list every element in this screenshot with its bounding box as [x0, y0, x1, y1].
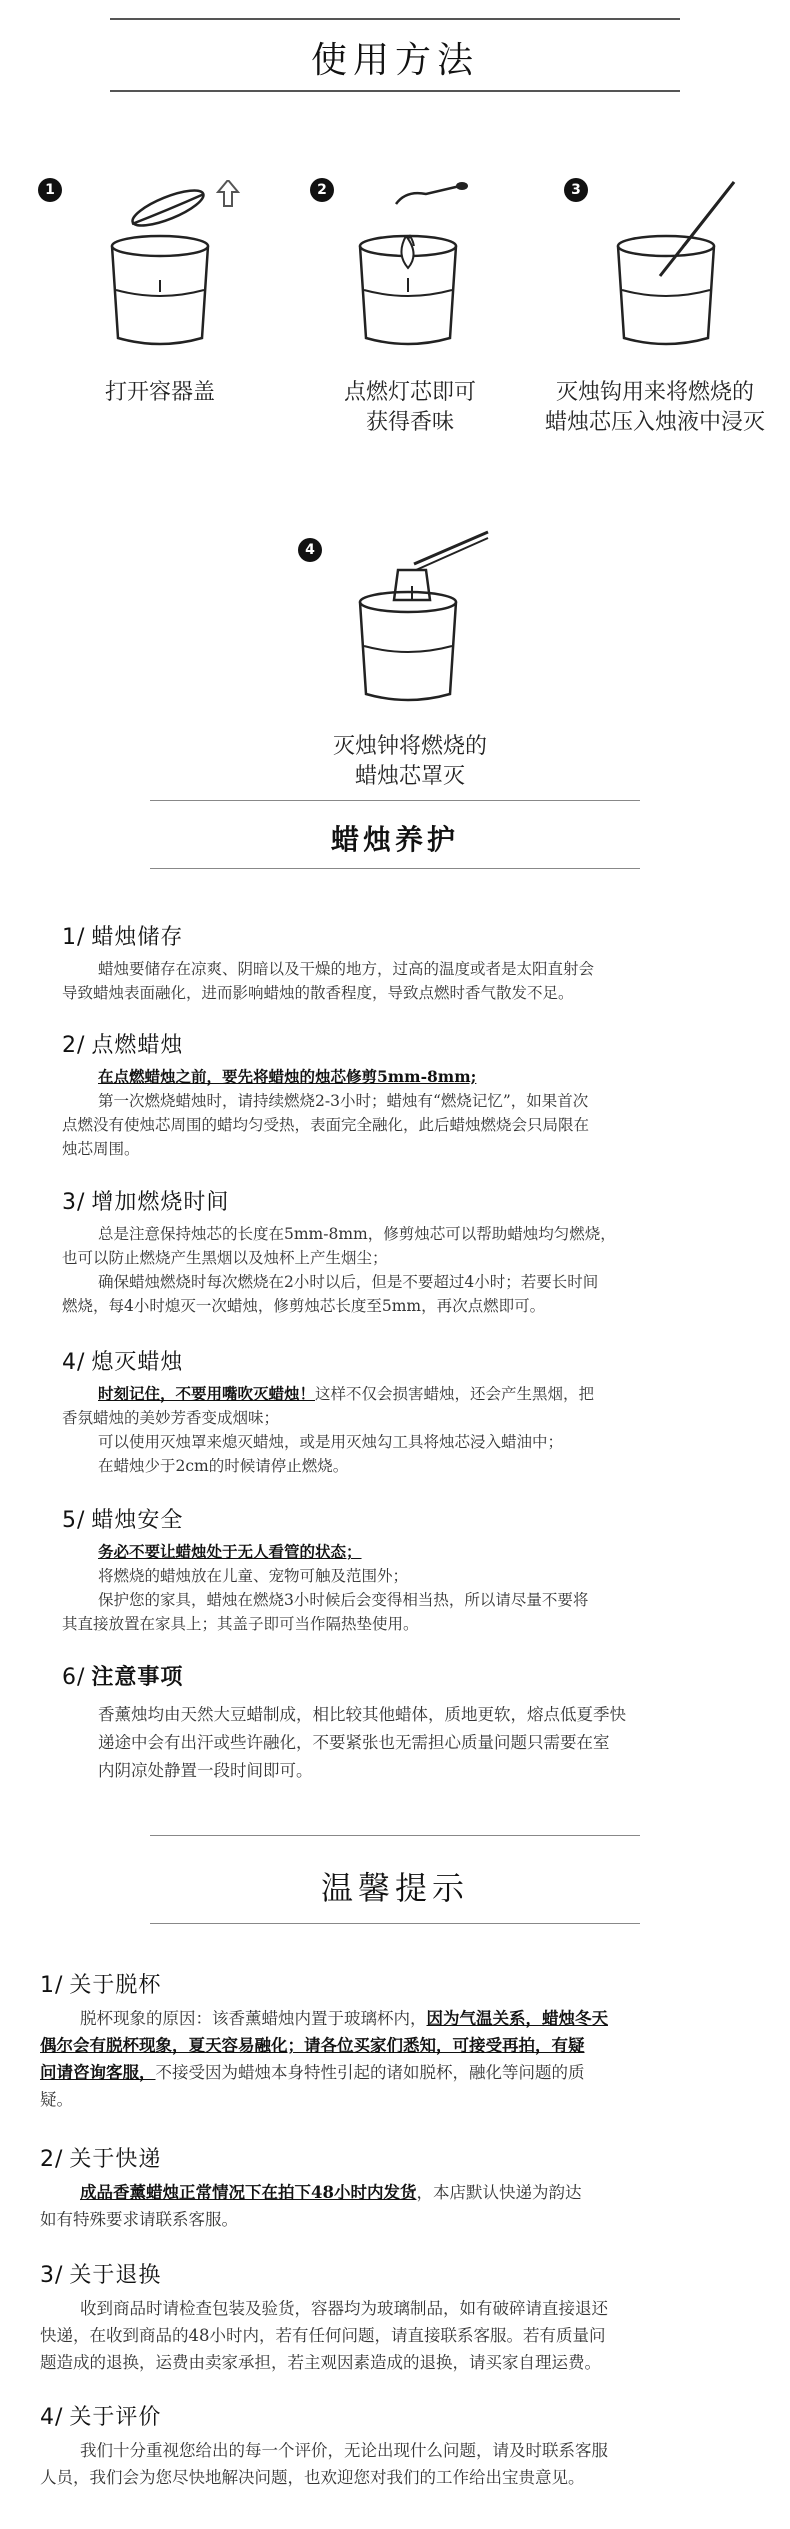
body-line: 可以使用灭烛罩来熄灭蜡烛，或是用灭烛勾工具将烛芯浸入蜡油中； — [98, 1433, 564, 1451]
care-item-heading — [62, 1028, 742, 1059]
emphasis-text: 成品香薰蜡烛正常情况下在拍下48小时内发货 — [80, 2183, 417, 2202]
wick-dipper-icon — [606, 180, 746, 350]
item-index: 2/ — [62, 1033, 86, 1058]
step-caption-line-1: 灭烛钩用来将燃烧的 — [555, 380, 754, 405]
body-line: 收到商品时请检查包装及验货，容器均为玻璃制品，如有破碎请直接退还 — [80, 2299, 608, 2318]
header-rule-top — [110, 18, 680, 20]
care-title: 蜡烛养护 — [330, 823, 459, 856]
care-item-burn-time — [62, 1185, 742, 1318]
tip-item-heading — [40, 2142, 760, 2173]
item-index: 6/ — [62, 1665, 86, 1690]
tips-title: 温馨提示 — [320, 1869, 469, 1907]
body-line: 疑。 — [40, 2090, 73, 2109]
body-line: 在蜡烛少于2cm的时候请停止燃烧。 — [98, 1457, 349, 1475]
header-rule-bottom — [150, 868, 640, 869]
body-line: 快递，在收到商品的48小时内，若有任何问题，请直接联系客服。若有质量问 — [40, 2326, 606, 2345]
usage-step-1 — [30, 170, 290, 410]
usage-title: 使用方法 — [310, 40, 479, 81]
body-line: 也可以防止燃烧产生黑烟以及烛杯上产生烟尘； — [62, 1249, 388, 1267]
body-text: 不接受因为蜡烛本身特性引起的诸如脱杯，融化等问题的质 — [155, 2063, 585, 2082]
body-line: 第一次燃烧蜡烛时，请持续燃烧2-3小时；蜡烛有“燃烧记忆”，如果首次 — [98, 1092, 589, 1110]
item-heading-text: 蜡烛储存 — [91, 925, 184, 950]
tip-item-body — [40, 2295, 760, 2376]
item-heading-text: 增加燃烧时间 — [91, 1190, 230, 1215]
care-item-notes — [62, 1660, 742, 1785]
tip-item-body — [40, 2179, 760, 2233]
body-line: 烛芯周围。 — [62, 1140, 140, 1158]
step-caption-line-1: 点燃灯芯即可 — [343, 380, 476, 405]
care-item-safety — [62, 1503, 742, 1636]
lit-candle-icon — [348, 180, 488, 350]
emphasis-text: 时刻记住，不要用嘴吹灭蜡烛！ — [98, 1384, 316, 1403]
emphasis-text: 在点燃蜡烛之前，要先将蜡烛的烛芯修剪5mm-8mm; — [98, 1067, 477, 1086]
care-section-header — [0, 800, 790, 880]
care-item-extinguish — [62, 1345, 742, 1478]
tips-section-header — [0, 1835, 790, 1935]
body-line: 题造成的退换，运费由卖家承担，若主观因素造成的退换，请买家自理运费。 — [40, 2353, 601, 2372]
body-text: 这样不仅会损害蜡烛，还会产生黑烟，把 — [315, 1385, 595, 1403]
tip-item-cup-separation — [40, 1968, 760, 2113]
tip-item-body — [40, 2005, 760, 2113]
step-caption — [510, 378, 790, 438]
body-line: 点燃没有使烛芯周围的蜡均匀受热，表面完全融化，此后蜡烛燃烧会只局限在 — [62, 1116, 590, 1134]
item-index: 4/ — [62, 1350, 86, 1375]
body-line: 将燃烧的蜡烛放在儿童、宠物可触及范围外； — [98, 1567, 409, 1585]
step-caption — [280, 732, 540, 792]
care-item-body — [62, 1382, 742, 1478]
header-rule-bottom — [150, 1923, 640, 1924]
tip-item-heading — [40, 1968, 760, 1999]
body-line: 递途中会有出汗或些许融化，不要紧张也无需担心质量问题只需要在室 — [98, 1733, 610, 1752]
emphasis-text: 因为气温关系，蜡烛冬天 — [426, 2009, 608, 2028]
usage-step-2 — [280, 170, 540, 440]
tip-item-body — [40, 2437, 760, 2491]
emphasis-text: 偶尔会有脱杯现象，夏天容易融化；请各位买家们悉知，可接受再拍，有疑 — [40, 2036, 585, 2055]
step-caption — [30, 378, 290, 408]
body-line: 内阴凉处静置一段时间即可。 — [98, 1761, 313, 1780]
body-line: 保护您的家具，蜡烛在燃烧3小时候后会变得相当热，所以请尽量不要将 — [98, 1591, 589, 1609]
body-line: 如有特殊要求请联系客服。 — [40, 2210, 238, 2229]
item-heading-text: 关于脱杯 — [69, 1973, 162, 1998]
tip-item-returns — [40, 2258, 760, 2376]
item-index: 1/ — [40, 1973, 64, 1998]
body-line: 我们十分重视您给出的每一个评价，无论出现什么问题，请及时联系客服 — [80, 2441, 608, 2460]
body-text: 脱杯现象的原因：该香薰蜡烛内置于玻璃杯内， — [80, 2009, 427, 2028]
item-index: 1/ — [62, 925, 86, 950]
care-item-heading — [62, 1345, 742, 1376]
step-caption-line-2: 蜡烛芯罩灭 — [354, 764, 465, 789]
item-heading-text: 点燃蜡烛 — [91, 1033, 184, 1058]
header-rule-bottom — [110, 90, 680, 92]
body-line: 确保蜡烛燃烧时每次燃烧在2小时以后，但是不要超过4小时；若要长时间 — [98, 1273, 599, 1291]
item-index: 3/ — [40, 2263, 64, 2288]
step-number-badge: 2 — [310, 178, 334, 202]
step-number-badge: 3 — [564, 178, 588, 202]
item-heading-text: 关于评价 — [69, 2405, 162, 2430]
item-heading-text: 关于快递 — [69, 2147, 162, 2172]
emphasis-text: 务必不要让蜡烛处于无人看管的状态； — [98, 1542, 362, 1561]
header-rule-top — [150, 800, 640, 801]
step-number-badge: 4 — [298, 538, 322, 562]
item-heading-text: 蜡烛安全 — [91, 1508, 184, 1533]
item-index: 2/ — [40, 2147, 64, 2172]
care-item-body — [62, 1540, 742, 1636]
body-line: 总是注意保持烛芯的长度在5mm-8mm，修剪烛芯可以帮助蜡烛均匀燃烧， — [98, 1225, 616, 1243]
body-line: 燃烧，每4小时熄灭一次蜡烛，修剪烛芯长度至5mm，再次点燃即可。 — [62, 1297, 546, 1315]
body-line: 导致蜡烛表面融化，进而影响蜡烛的散香程度，导致点燃时香气散发不足。 — [62, 984, 574, 1002]
care-item-storage — [62, 920, 742, 1005]
item-index: 3/ — [62, 1190, 86, 1215]
step-caption-line-2: 获得香味 — [365, 410, 454, 435]
header-rule-top — [150, 1835, 640, 1836]
tip-item-heading — [40, 2400, 760, 2431]
care-item-body — [62, 957, 742, 1005]
item-heading-text: 注意事项 — [91, 1665, 184, 1690]
care-item-body — [62, 1222, 742, 1318]
item-index: 5/ — [62, 1508, 86, 1533]
body-line: 人员，我们会为您尽快地解决问题，也欢迎您对我们的工作给出宝贵意见。 — [40, 2468, 585, 2487]
care-item-lighting — [62, 1028, 742, 1161]
care-item-body — [62, 1065, 742, 1161]
item-index: 4/ — [40, 2405, 64, 2430]
emphasis-text: 问请咨询客服， — [40, 2063, 156, 2082]
body-line: 香氛蜡烛的美妙芳香变成烟味； — [62, 1409, 280, 1427]
care-item-heading — [62, 1660, 742, 1691]
body-line: 蜡烛要储存在凉爽、阴暗以及干燥的地方，过高的温度或者是太阳直射会 — [98, 960, 595, 978]
body-text: ，本店默认快递为韵达 — [416, 2183, 582, 2202]
step-caption-line-1: 打开容器盖 — [104, 380, 215, 405]
care-item-body — [62, 1701, 742, 1785]
tip-item-heading — [40, 2258, 760, 2289]
usage-step-3 — [520, 170, 790, 440]
snuffer-bell-icon — [348, 526, 498, 706]
body-line: 其直接放置在家具上；其盖子即可当作隔热垫使用。 — [62, 1615, 419, 1633]
usage-section-header — [0, 0, 790, 110]
step-caption-line-2: 蜡烛芯压入烛液中浸灭 — [544, 410, 765, 435]
item-heading-text: 熄灭蜡烛 — [91, 1350, 184, 1375]
open-lid-icon — [100, 180, 260, 350]
step-caption — [280, 378, 540, 438]
body-line: 香薰烛均由天然大豆蜡制成，相比较其他蜡体，质地更软，熔点低夏季快 — [98, 1705, 626, 1724]
usage-step-4 — [280, 520, 540, 790]
step-caption-line-1: 灭烛钟将燃烧的 — [332, 734, 487, 759]
care-item-heading — [62, 1503, 742, 1534]
item-heading-text: 关于退换 — [69, 2263, 162, 2288]
tip-item-reviews — [40, 2400, 760, 2491]
tip-item-shipping — [40, 2142, 760, 2233]
care-item-heading — [62, 1185, 742, 1216]
care-item-heading — [62, 920, 742, 951]
step-number-badge: 1 — [38, 178, 62, 202]
